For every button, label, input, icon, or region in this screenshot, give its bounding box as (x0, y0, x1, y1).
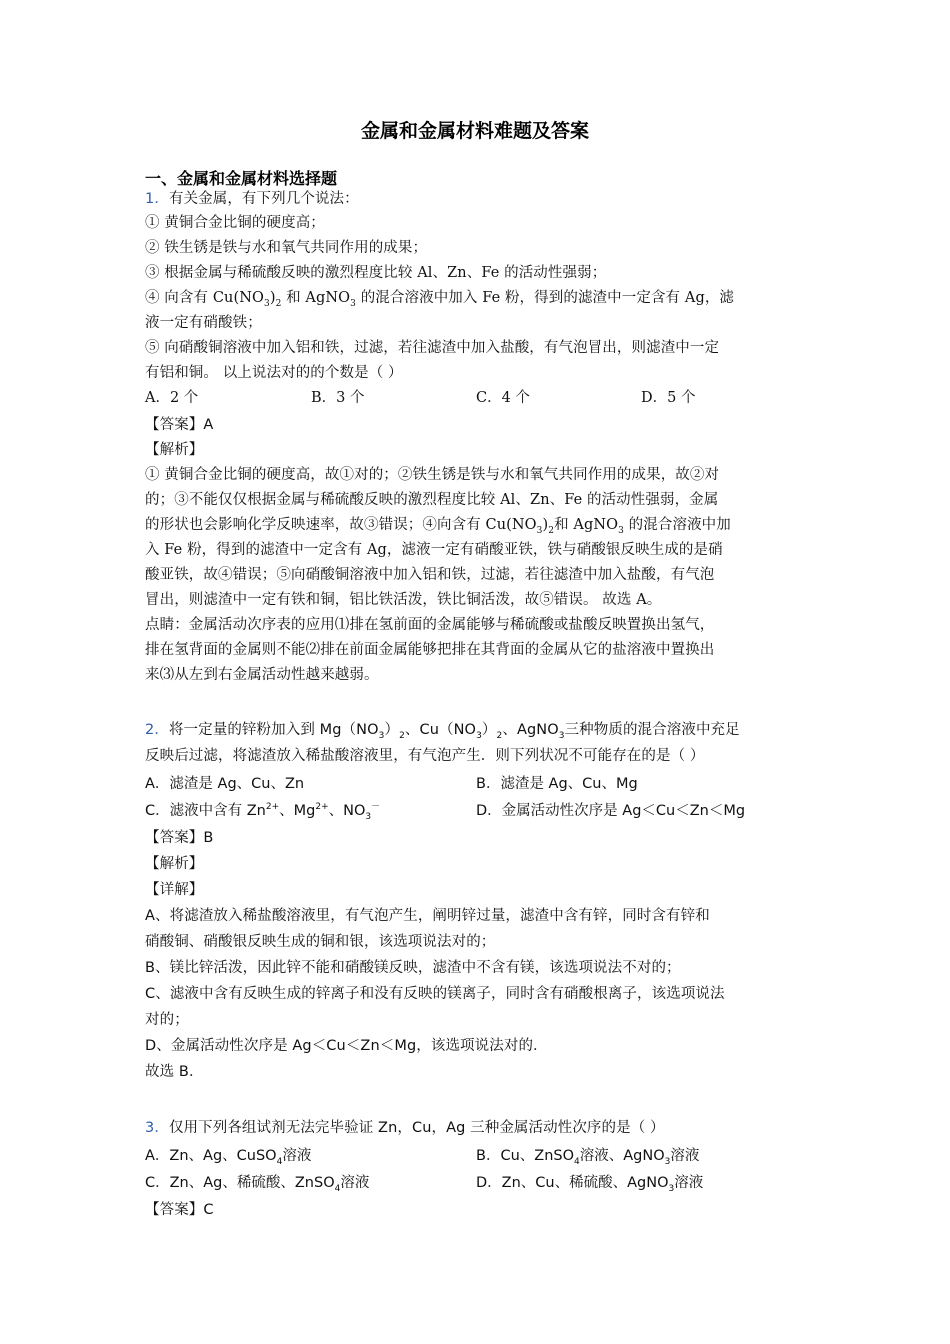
q1-option-b: B．3 个 (311, 390, 365, 406)
q2-detail-line-7: 故选 B． (145, 1064, 204, 1080)
q2-detail-line-4: C、滤液中含有反映生成的锌离子和没有反映的镁离子，同时含有硝酸根离子，该选项说法 (145, 986, 725, 1002)
q2-analysis-label: 【解析】 (145, 856, 204, 872)
q2-option-d: D．金属活动性次序是 Ag＜Cu＜Zn＜Mg (476, 803, 746, 819)
q1-answer: 【答案】A (145, 417, 214, 433)
q2-detail-line-6: D、金属活动性次序是 Ag＜Cu＜Zn＜Mg，该选项说法对的． (145, 1038, 548, 1054)
q3-number: 3． (145, 1120, 169, 1136)
q2-detail-line-2: 硝酸铜、硝酸银反映生成的铜和银，该选项说法对的； (145, 934, 496, 950)
q2-answer: 【答案】B (145, 830, 214, 846)
q2-detail-label: 【详解】 (145, 882, 204, 898)
q3-option-c: C．Zn、Ag、稀硫酸、ZnSO$_4$溶液 (145, 1175, 370, 1194)
q1-number: 1． (145, 191, 169, 207)
section-title: 一、金属和金属材料选择题 (145, 169, 338, 188)
q2-stem-cont: 反映后过滤，将滤渣放入稀盐酸溶液里，有气泡产生．则下列状况不可能存在的是（ ） (145, 748, 705, 764)
q1-tip-line-3: 来⑶从左到右金属活动性越来越弱。 (145, 667, 379, 683)
q1-analysis-line-6: 冒出，则滤渣中一定有铁和铜，铝比铁活泼，铁比铜活泼，故⑤错误。 故选 A。 (145, 592, 662, 608)
q1-statement-4: ④ 向含有 $Cu(NO_3)_2$ 和 AgNO$_3$ 的混合溶液中加入 Fe 粉，得到的滤渣中一定含有 Ag，滤 (145, 290, 735, 309)
q1-analysis-line-1: ① 黄铜合金比铜的硬度高，故①对的；②铁生锈是铁与水和氧气共同作用的成果，故②对 (145, 467, 720, 483)
q1-tip-line-1: 点睛：金属活动次序表的应用⑴排在氢前面的金属能够与稀硫酸或盐酸反映置换出氢气， (145, 617, 715, 633)
q1-option-d: D．5 个 (641, 390, 696, 406)
q1-analysis-line-3: 的形状也会影响化学反映速率，故③错误；④向含有 $Cu(NO_3)_2$和 AgNO$_3$ 的混合溶液中加 (145, 517, 731, 536)
q1-statement-5-cont: 有铝和铜。 以上说法对的的个数是（ ） (145, 365, 403, 381)
q1-statement-3: ③ 根据金属与稀硫酸反映的激烈程度比较 Al、Zn、Fe 的活动性强弱； (145, 265, 607, 281)
q3-stem: 3．仅用下列各组试剂无法完毕验证 Zn，Cu，Ag 三种金属活动性次序的是（ ） (145, 1120, 665, 1136)
q2-number: 2． (145, 722, 169, 738)
q2-stem: 2．将一定量的锌粉加入到 $Mg(NO_3)_2$、$Cu(NO_3)_2$、AgNO$_3$三种物质的混合溶液中充足 (145, 722, 740, 741)
page-title: 金属和金属材料难题及答案 (360, 120, 589, 142)
q2-detail-line-1: A、将滤渣放入稀盐酸溶液里，有气泡产生，阐明锌过量，滤渣中含有锌，同时含有锌和 (145, 908, 710, 924)
q1-statement-1: ① 黄铜合金比铜的硬度高； (145, 215, 325, 231)
q1-statement-2: ② 铁生锈是铁与水和氧气共同作用的成果； (145, 240, 428, 256)
q1-analysis-label: 【解析】 (145, 442, 204, 458)
q2-detail-line-5: 对的； (145, 1012, 189, 1028)
q3-option-a: A．Zn、Ag、CuSO$_4$溶液 (145, 1148, 312, 1167)
q3-option-d: D．Zn、Cu、稀硫酸、AgNO$_3$溶液 (476, 1175, 704, 1194)
q3-option-b: B．Cu、ZnSO$_4$溶液、AgNO$_3$溶液 (476, 1148, 700, 1167)
q1-statement-5: ⑤ 向硝酸铜溶液中加入铝和铁，过滤，若往滤渣中加入盐酸，有气泡冒出，则滤渣中一定 (145, 340, 720, 356)
q2-detail-line-3: B、镁比锌活泼，因此锌不能和硝酸镁反映，滤渣中不含有镁，该选项说法不对的； (145, 960, 681, 976)
q2-option-a: A．滤渣是 Ag、Cu、Zn (145, 776, 305, 792)
q1-analysis-line-5: 酸亚铁，故④错误；⑤向硝酸铜溶液中加入铝和铁，过滤，若往滤渣中加入盐酸，有气泡 (145, 567, 715, 583)
q1-option-a: A．2 个 (145, 390, 199, 406)
q1-analysis-line-4: 入 Fe 粉，得到的滤渣中一定含有 Ag，滤液一定有硝酸亚铁，铁与硝酸银反映生成的是硝 (145, 542, 723, 558)
q2-option-c: C．滤液中含有 $Zn^{2+}$、$Mg^{2+}$、$NO_3^-$ (145, 802, 381, 822)
q3-answer: 【答案】C (145, 1202, 214, 1218)
q1-analysis-line-2: 的；③不能仅仅根据金属与稀硫酸反映的激烈程度比较 Al、Zn、Fe 的活动性强弱，金属 (145, 492, 719, 508)
q1-tip-line-2: 排在氢背面的金属则不能⑵排在前面金属能够把排在其背面的金属从它的盐溶液中置换出 (145, 642, 715, 658)
q1-stem: 1．有关金属，有下列几个说法： (145, 191, 359, 207)
q1-option-c: C．4 个 (476, 390, 530, 406)
q2-option-b: B．滤渣是 Ag、Cu、Mg (476, 776, 638, 792)
q1-statement-4-cont: 液一定有硝酸铁； (145, 315, 262, 331)
